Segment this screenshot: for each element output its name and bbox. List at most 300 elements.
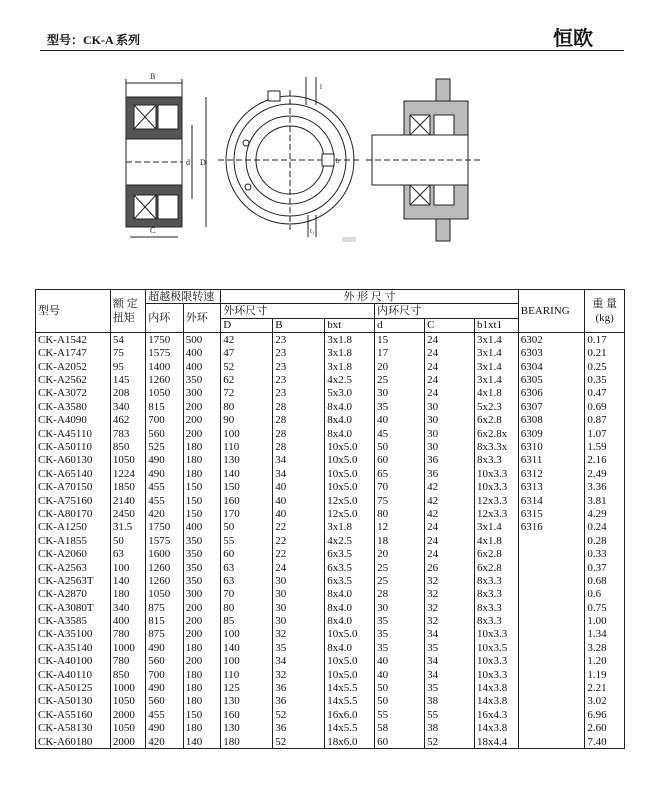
table-row bbox=[36, 427, 625, 440]
cell-inner-C: 42 bbox=[425, 494, 475, 507]
cell-bearing bbox=[518, 534, 585, 547]
cell-inner-C: 34 bbox=[425, 655, 475, 668]
table-row bbox=[36, 574, 625, 587]
cell-speed-outer: 350 bbox=[183, 561, 220, 574]
cell-torque: 340 bbox=[110, 400, 145, 413]
header-torque: 额 定 扭矩 bbox=[110, 290, 145, 333]
cell-weight: 0.69 bbox=[585, 400, 625, 413]
table-row bbox=[36, 494, 625, 507]
cell-speed-inner: 815 bbox=[146, 400, 183, 413]
label-l: l bbox=[320, 83, 322, 91]
cell-outer-bxt: 10x5.0 bbox=[325, 454, 375, 467]
table-row bbox=[36, 641, 625, 654]
cell-inner-b1xt1: 3x1.4 bbox=[475, 333, 519, 347]
cell-speed-outer: 180 bbox=[183, 641, 220, 654]
cell-torque: 50 bbox=[110, 534, 145, 547]
cell-inner-d: 55 bbox=[375, 708, 425, 721]
cell-inner-C: 38 bbox=[425, 722, 475, 735]
cell-inner-b1xt1: 8x3.3 bbox=[475, 601, 519, 614]
cell-weight: 0.17 bbox=[585, 333, 625, 347]
table-row bbox=[36, 708, 625, 721]
cell-model: CK-A35100 bbox=[36, 628, 111, 641]
cell-inner-b1xt1: 3x1.4 bbox=[475, 360, 519, 373]
cell-bearing bbox=[518, 561, 585, 574]
cell-torque: 1224 bbox=[110, 467, 145, 480]
cell-inner-d: 18 bbox=[375, 534, 425, 547]
header-inner-dim: 内环尺寸 bbox=[375, 304, 519, 318]
cell-inner-d: 70 bbox=[375, 480, 425, 493]
table-row bbox=[36, 614, 625, 627]
cell-model: CK-A50125 bbox=[36, 681, 111, 694]
cell-model: CK-A55160 bbox=[36, 708, 111, 721]
table-row bbox=[36, 360, 625, 373]
header-bxt: bxt bbox=[325, 318, 375, 332]
cell-speed-inner: 455 bbox=[146, 494, 183, 507]
table-row bbox=[36, 347, 625, 360]
header-model: 型号 bbox=[36, 290, 111, 333]
cell-inner-b1xt1: 8x3.3 bbox=[475, 614, 519, 627]
cell-model: CK-A40110 bbox=[36, 668, 111, 681]
cell-speed-inner: 700 bbox=[146, 414, 183, 427]
header-divider bbox=[40, 50, 624, 51]
cell-outer-B: 23 bbox=[273, 333, 325, 347]
cell-outer-B: 36 bbox=[273, 722, 325, 735]
cell-outer-bxt: 3x1.8 bbox=[325, 347, 375, 360]
cell-model: CK-A2563T bbox=[36, 574, 111, 587]
cell-weight: 0.24 bbox=[585, 521, 625, 534]
cell-bearing bbox=[518, 668, 585, 681]
cell-outer-D: 60 bbox=[221, 547, 273, 560]
side-view-drawing bbox=[126, 72, 206, 237]
cell-inner-b1xt1: 4x1.8 bbox=[475, 534, 519, 547]
cell-outer-D: 180 bbox=[221, 735, 273, 749]
cell-inner-C: 30 bbox=[425, 427, 475, 440]
cell-outer-B: 40 bbox=[273, 480, 325, 493]
cell-inner-C: 32 bbox=[425, 614, 475, 627]
cell-speed-inner: 420 bbox=[146, 735, 183, 749]
header-outer-speed: 外环 bbox=[183, 304, 220, 333]
header-inner-speed: 内环 bbox=[146, 304, 183, 333]
cell-outer-B: 40 bbox=[273, 507, 325, 520]
cell-outer-bxt: 8x4.0 bbox=[325, 641, 375, 654]
cell-model: CK-A2563 bbox=[36, 561, 111, 574]
cell-outer-bxt: 14x5.5 bbox=[325, 722, 375, 735]
cell-weight: 3.02 bbox=[585, 695, 625, 708]
cell-inner-C: 30 bbox=[425, 414, 475, 427]
cell-speed-inner: 560 bbox=[146, 695, 183, 708]
cell-outer-bxt: 10x5.0 bbox=[325, 480, 375, 493]
cell-outer-bxt: 18x6.0 bbox=[325, 735, 375, 749]
cell-outer-bxt: 10x5.0 bbox=[325, 628, 375, 641]
cell-model: CK-A58130 bbox=[36, 722, 111, 735]
cell-inner-d: 75 bbox=[375, 494, 425, 507]
table-row bbox=[36, 521, 625, 534]
cell-speed-inner: 700 bbox=[146, 668, 183, 681]
cell-outer-D: 140 bbox=[221, 641, 273, 654]
cell-outer-bxt: 3x1.8 bbox=[325, 360, 375, 373]
cell-outer-bxt: 8x4.0 bbox=[325, 588, 375, 601]
cell-weight: 2.21 bbox=[585, 681, 625, 694]
cell-inner-C: 32 bbox=[425, 574, 475, 587]
cell-outer-B: 28 bbox=[273, 414, 325, 427]
cell-weight: 0.37 bbox=[585, 561, 625, 574]
header-d: d bbox=[375, 318, 425, 332]
cell-torque: 95 bbox=[110, 360, 145, 373]
cell-weight: 3.81 bbox=[585, 494, 625, 507]
cell-inner-d: 40 bbox=[375, 655, 425, 668]
cell-speed-inner: 1260 bbox=[146, 373, 183, 386]
cell-outer-bxt: 3x1.8 bbox=[325, 333, 375, 347]
table-row bbox=[36, 507, 625, 520]
cell-inner-b1xt1: 5x2.3 bbox=[475, 400, 519, 413]
cell-bearing bbox=[518, 681, 585, 694]
cell-torque: 1000 bbox=[110, 641, 145, 654]
cell-speed-outer: 150 bbox=[183, 494, 220, 507]
cell-weight: 0.47 bbox=[585, 387, 625, 400]
cell-speed-inner: 490 bbox=[146, 681, 183, 694]
cell-speed-outer: 400 bbox=[183, 521, 220, 534]
cell-torque: 780 bbox=[110, 628, 145, 641]
cell-model: CK-A2060 bbox=[36, 547, 111, 560]
cell-speed-outer: 180 bbox=[183, 722, 220, 735]
cell-inner-b1xt1: 10x3.3 bbox=[475, 655, 519, 668]
cell-inner-C: 26 bbox=[425, 561, 475, 574]
cell-speed-inner: 455 bbox=[146, 708, 183, 721]
cell-inner-d: 17 bbox=[375, 347, 425, 360]
cell-torque: 1850 bbox=[110, 480, 145, 493]
cell-inner-b1xt1: 4x1.8 bbox=[475, 387, 519, 400]
cell-bearing: 6311 bbox=[518, 454, 585, 467]
cell-speed-inner: 1575 bbox=[146, 347, 183, 360]
header-D: D bbox=[221, 318, 273, 332]
cell-bearing: 6316 bbox=[518, 521, 585, 534]
cell-speed-outer: 150 bbox=[183, 480, 220, 493]
cell-outer-B: 28 bbox=[273, 400, 325, 413]
cell-inner-d: 28 bbox=[375, 588, 425, 601]
cell-speed-outer: 200 bbox=[183, 601, 220, 614]
cell-inner-d: 40 bbox=[375, 414, 425, 427]
cell-model: CK-A2562 bbox=[36, 373, 111, 386]
cell-inner-d: 25 bbox=[375, 574, 425, 587]
cell-inner-b1xt1: 10x3.3 bbox=[475, 668, 519, 681]
cell-speed-inner: 1600 bbox=[146, 547, 183, 560]
cell-model: CK-A2052 bbox=[36, 360, 111, 373]
label-d: d bbox=[186, 158, 190, 167]
cell-inner-b1xt1: 10x3.3 bbox=[475, 628, 519, 641]
cell-outer-D: 130 bbox=[221, 695, 273, 708]
table-row bbox=[36, 588, 625, 601]
cell-speed-outer: 350 bbox=[183, 373, 220, 386]
series-title: 型号：CK-A 系列 bbox=[47, 33, 141, 47]
cell-torque: 462 bbox=[110, 414, 145, 427]
cell-bearing bbox=[518, 655, 585, 668]
cell-inner-b1xt1: 12x3.3 bbox=[475, 507, 519, 520]
cell-outer-B: 34 bbox=[273, 467, 325, 480]
cell-inner-b1xt1: 3x1.4 bbox=[475, 521, 519, 534]
cell-torque: 75 bbox=[110, 347, 145, 360]
cell-torque: 2000 bbox=[110, 735, 145, 749]
cell-model: CK-A60180 bbox=[36, 735, 111, 749]
cell-outer-D: 42 bbox=[221, 333, 273, 347]
label-c: C bbox=[150, 226, 156, 235]
cell-inner-d: 12 bbox=[375, 521, 425, 534]
cell-bearing bbox=[518, 641, 585, 654]
cell-bearing: 6315 bbox=[518, 507, 585, 520]
cell-speed-inner: 875 bbox=[146, 628, 183, 641]
cell-inner-b1xt1: 18x4.4 bbox=[475, 735, 519, 749]
cell-outer-B: 22 bbox=[273, 521, 325, 534]
cell-weight: 3.36 bbox=[585, 480, 625, 493]
cell-speed-outer: 300 bbox=[183, 588, 220, 601]
cell-inner-d: 65 bbox=[375, 467, 425, 480]
cell-weight: 0.75 bbox=[585, 601, 625, 614]
cell-inner-d: 45 bbox=[375, 427, 425, 440]
cell-torque: 2000 bbox=[110, 708, 145, 721]
cell-outer-bxt: 14x5.5 bbox=[325, 681, 375, 694]
cell-inner-C: 35 bbox=[425, 681, 475, 694]
cell-speed-outer: 200 bbox=[183, 614, 220, 627]
cell-bearing: 6312 bbox=[518, 467, 585, 480]
table-row bbox=[36, 333, 625, 347]
cell-speed-inner: 560 bbox=[146, 427, 183, 440]
header-B: B bbox=[273, 318, 325, 332]
cell-torque: 1050 bbox=[110, 695, 145, 708]
cell-model: CK-A1855 bbox=[36, 534, 111, 547]
cell-speed-outer: 180 bbox=[183, 467, 220, 480]
cell-bearing: 6314 bbox=[518, 494, 585, 507]
front-view-drawing bbox=[218, 77, 362, 242]
cell-weight: 1.34 bbox=[585, 628, 625, 641]
cell-bearing bbox=[518, 628, 585, 641]
cell-torque: 54 bbox=[110, 333, 145, 347]
header-speed: 超越极限转速 bbox=[146, 290, 221, 304]
cell-weight: 0.68 bbox=[585, 574, 625, 587]
cell-speed-inner: 525 bbox=[146, 440, 183, 453]
cell-torque: 31.5 bbox=[110, 521, 145, 534]
table-row bbox=[36, 601, 625, 614]
cell-inner-d: 50 bbox=[375, 695, 425, 708]
cell-outer-D: 100 bbox=[221, 427, 273, 440]
cell-weight: 0.35 bbox=[585, 373, 625, 386]
cell-torque: 780 bbox=[110, 655, 145, 668]
cell-inner-b1xt1: 10x3.3 bbox=[475, 480, 519, 493]
cell-speed-outer: 180 bbox=[183, 668, 220, 681]
cell-speed-inner: 815 bbox=[146, 614, 183, 627]
cell-weight: 1.19 bbox=[585, 668, 625, 681]
cell-inner-b1xt1: 14x3.8 bbox=[475, 695, 519, 708]
cell-outer-bxt: 8x4.0 bbox=[325, 614, 375, 627]
cell-outer-D: 130 bbox=[221, 454, 273, 467]
cell-speed-inner: 1750 bbox=[146, 333, 183, 347]
cell-inner-b1xt1: 10x3.3 bbox=[475, 467, 519, 480]
cell-inner-d: 20 bbox=[375, 360, 425, 373]
cell-inner-b1xt1: 6x2.8 bbox=[475, 547, 519, 560]
table-row bbox=[36, 655, 625, 668]
cell-inner-d: 50 bbox=[375, 440, 425, 453]
cell-weight: 2.60 bbox=[585, 722, 625, 735]
cell-inner-C: 34 bbox=[425, 668, 475, 681]
specification-table bbox=[35, 289, 625, 749]
cell-bearing bbox=[518, 574, 585, 587]
cell-outer-D: 160 bbox=[221, 494, 273, 507]
table-row bbox=[36, 695, 625, 708]
cell-model: CK-A60130 bbox=[36, 454, 111, 467]
cell-model: CK-A3580 bbox=[36, 400, 111, 413]
cell-torque: 400 bbox=[110, 614, 145, 627]
cell-speed-outer: 200 bbox=[183, 414, 220, 427]
cell-weight: 2.49 bbox=[585, 467, 625, 480]
cell-outer-B: 30 bbox=[273, 601, 325, 614]
cell-model: CK-A75160 bbox=[36, 494, 111, 507]
cell-outer-bxt: 10x5.0 bbox=[325, 440, 375, 453]
header-dimensions: 外 形 尺 寸 bbox=[221, 290, 519, 304]
cell-outer-B: 52 bbox=[273, 708, 325, 721]
cell-outer-D: 55 bbox=[221, 534, 273, 547]
cell-outer-D: 90 bbox=[221, 414, 273, 427]
cell-speed-outer: 140 bbox=[183, 735, 220, 749]
cell-inner-d: 60 bbox=[375, 454, 425, 467]
cell-outer-D: 50 bbox=[221, 521, 273, 534]
cell-speed-inner: 1400 bbox=[146, 360, 183, 373]
cell-outer-B: 23 bbox=[273, 347, 325, 360]
cell-speed-outer: 300 bbox=[183, 387, 220, 400]
cell-speed-inner: 490 bbox=[146, 722, 183, 735]
cell-speed-inner: 560 bbox=[146, 655, 183, 668]
cell-inner-d: 25 bbox=[375, 561, 425, 574]
table-row bbox=[36, 534, 625, 547]
table-row bbox=[36, 467, 625, 480]
cell-speed-inner: 455 bbox=[146, 480, 183, 493]
cell-model: CK-A1747 bbox=[36, 347, 111, 360]
cell-weight: 1.00 bbox=[585, 614, 625, 627]
cell-outer-B: 22 bbox=[273, 534, 325, 547]
cell-outer-D: 63 bbox=[221, 574, 273, 587]
cell-bearing: 6306 bbox=[518, 387, 585, 400]
cell-bearing bbox=[518, 588, 585, 601]
cell-torque: 1000 bbox=[110, 681, 145, 694]
cell-outer-D: 63 bbox=[221, 561, 273, 574]
cell-model: CK-A40100 bbox=[36, 655, 111, 668]
cell-speed-outer: 350 bbox=[183, 547, 220, 560]
table-row bbox=[36, 400, 625, 413]
cell-inner-C: 24 bbox=[425, 521, 475, 534]
cell-torque: 180 bbox=[110, 588, 145, 601]
cell-inner-d: 35 bbox=[375, 400, 425, 413]
cell-outer-D: 85 bbox=[221, 614, 273, 627]
cell-inner-d: 50 bbox=[375, 681, 425, 694]
cell-speed-outer: 200 bbox=[183, 427, 220, 440]
label-b-small: b bbox=[336, 157, 340, 165]
cell-torque: 145 bbox=[110, 373, 145, 386]
cell-inner-d: 35 bbox=[375, 614, 425, 627]
cell-inner-d: 25 bbox=[375, 373, 425, 386]
cell-speed-outer: 200 bbox=[183, 400, 220, 413]
cell-weight: 0.25 bbox=[585, 360, 625, 373]
cell-inner-b1xt1: 6x2.8 bbox=[475, 414, 519, 427]
cell-speed-inner: 1050 bbox=[146, 387, 183, 400]
cell-inner-C: 30 bbox=[425, 440, 475, 453]
cell-inner-b1xt1: 16x4.3 bbox=[475, 708, 519, 721]
cell-speed-inner: 875 bbox=[146, 601, 183, 614]
cell-outer-bxt: 8x4.0 bbox=[325, 400, 375, 413]
cell-inner-C: 32 bbox=[425, 601, 475, 614]
cell-torque: 340 bbox=[110, 601, 145, 614]
cell-outer-D: 150 bbox=[221, 480, 273, 493]
cell-speed-outer: 200 bbox=[183, 628, 220, 641]
cell-speed-outer: 350 bbox=[183, 534, 220, 547]
cell-weight: 2.16 bbox=[585, 454, 625, 467]
cell-outer-B: 30 bbox=[273, 574, 325, 587]
cell-inner-b1xt1: 8x3.3 bbox=[475, 574, 519, 587]
cell-speed-inner: 1050 bbox=[146, 588, 183, 601]
cell-speed-inner: 1750 bbox=[146, 521, 183, 534]
cell-bearing bbox=[518, 614, 585, 627]
cell-outer-B: 28 bbox=[273, 427, 325, 440]
table-row bbox=[36, 414, 625, 427]
table-row bbox=[36, 735, 625, 749]
cell-outer-bxt: 8x4.0 bbox=[325, 414, 375, 427]
cell-outer-B: 22 bbox=[273, 547, 325, 560]
cell-inner-b1xt1: 12x3.3 bbox=[475, 494, 519, 507]
cell-outer-bxt: 6x3.5 bbox=[325, 561, 375, 574]
label-D: D bbox=[200, 158, 206, 167]
cell-torque: 850 bbox=[110, 440, 145, 453]
cell-torque: 1050 bbox=[110, 722, 145, 735]
cell-bearing bbox=[518, 722, 585, 735]
cell-speed-outer: 180 bbox=[183, 440, 220, 453]
cell-model: CK-A1250 bbox=[36, 521, 111, 534]
cell-weight: 4.29 bbox=[585, 507, 625, 520]
cell-bearing: 6305 bbox=[518, 373, 585, 386]
cell-speed-inner: 490 bbox=[146, 454, 183, 467]
cell-bearing: 6303 bbox=[518, 347, 585, 360]
cell-outer-B: 23 bbox=[273, 373, 325, 386]
cell-outer-D: 100 bbox=[221, 655, 273, 668]
header-bearing: BEARING bbox=[518, 290, 585, 333]
cell-outer-D: 47 bbox=[221, 347, 273, 360]
cell-outer-bxt: 8x4.0 bbox=[325, 427, 375, 440]
cell-outer-B: 52 bbox=[273, 735, 325, 749]
cell-bearing: 6304 bbox=[518, 360, 585, 373]
cell-inner-C: 24 bbox=[425, 387, 475, 400]
cell-inner-d: 15 bbox=[375, 333, 425, 347]
cell-outer-B: 32 bbox=[273, 668, 325, 681]
cell-torque: 2140 bbox=[110, 494, 145, 507]
cell-outer-bxt: 12x5.0 bbox=[325, 494, 375, 507]
cell-inner-d: 20 bbox=[375, 547, 425, 560]
cell-outer-bxt: 4x2.5 bbox=[325, 373, 375, 386]
cell-inner-d: 30 bbox=[375, 387, 425, 400]
cell-bearing: 6313 bbox=[518, 480, 585, 493]
cell-outer-D: 100 bbox=[221, 628, 273, 641]
cell-speed-outer: 200 bbox=[183, 655, 220, 668]
cell-model: CK-A50110 bbox=[36, 440, 111, 453]
cell-model: CK-A45110 bbox=[36, 427, 111, 440]
header-b1xt1: b1xt1 bbox=[475, 318, 519, 332]
cell-inner-C: 34 bbox=[425, 628, 475, 641]
cell-weight: 0.33 bbox=[585, 547, 625, 560]
cell-outer-D: 140 bbox=[221, 467, 273, 480]
header-outer-dim: 外环尺寸 bbox=[221, 304, 375, 318]
cell-torque: 850 bbox=[110, 668, 145, 681]
cell-weight: 0.28 bbox=[585, 534, 625, 547]
cell-torque: 783 bbox=[110, 427, 145, 440]
cell-outer-bxt: 12x5.0 bbox=[325, 507, 375, 520]
cell-inner-d: 60 bbox=[375, 735, 425, 749]
cell-outer-B: 30 bbox=[273, 614, 325, 627]
cell-bearing bbox=[518, 708, 585, 721]
cell-outer-B: 23 bbox=[273, 387, 325, 400]
